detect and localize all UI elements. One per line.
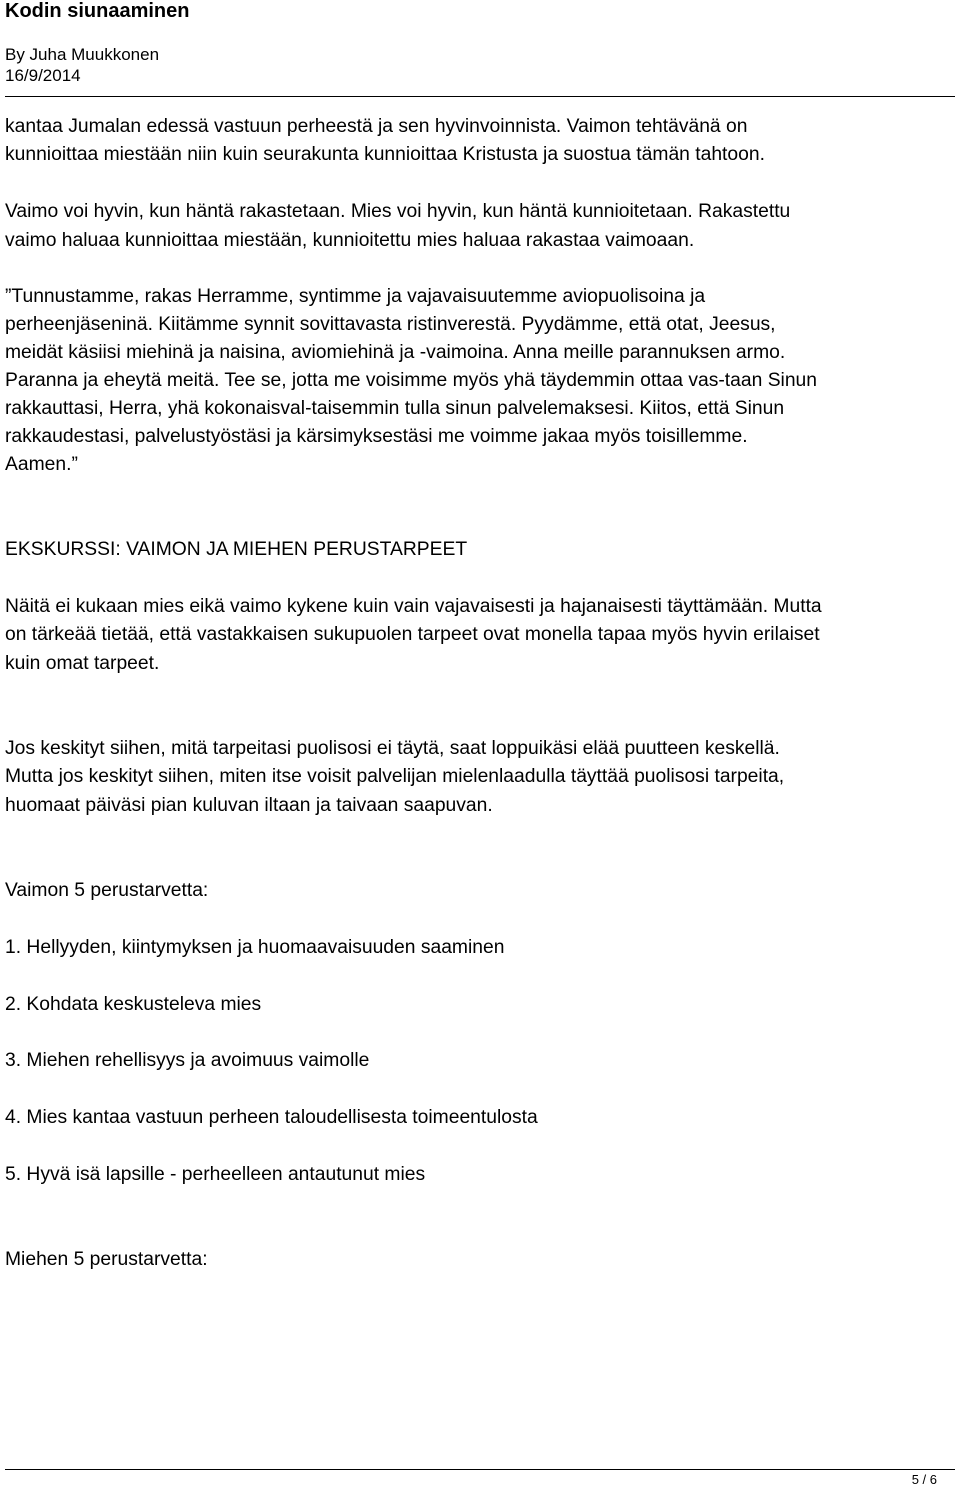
paragraph-line: kuin omat tarpeet. (5, 652, 160, 674)
paragraph-spacer (5, 1133, 955, 1161)
paragraph-line: vaimo haluaa kunnioittaa miestään, kunnioitettu mies haluaa rakastaa vaimoaan. (5, 229, 695, 251)
paragraph-spacer (5, 905, 955, 933)
publish-date: 16/9/2014 (5, 66, 81, 85)
paragraph-line: kunnioittaa miestään niin kuin seurakunta kunnioittaa Kristusta ja suostua tämän tahtoon. (5, 144, 765, 166)
header-divider (5, 96, 955, 97)
paragraph-spacer (5, 565, 955, 593)
paragraph-spacer (5, 962, 955, 990)
prayer-line: Aamen.” (5, 454, 78, 476)
paragraph-line: kantaa Jumalan edessä vastuun perheestä ja sen hyvinvoinnista. Vaimon tehtävänä on (5, 116, 748, 137)
paragraph-line: huomaat päiväsi pian kuluvan iltaan ja taivaan saapuvan. (5, 794, 493, 816)
paragraph-spacer (5, 849, 955, 877)
paragraph-line: Vaimo voi hyvin, kun häntä rakastetaan. Mies voi hyvin, kun häntä kunnioitetaan. Rakastettu (5, 201, 791, 223)
prayer-paragraph (5, 283, 955, 479)
paragraph-line: on tärkeää tietää, että vastakkaisen sukupuolen tarpeet ovat monella tapaa myös hyvin erilaiset (5, 624, 820, 646)
list-item: 2. Kohdata keskusteleva mies (5, 993, 262, 1015)
paragraph-spacer (5, 707, 955, 735)
list-title: Vaimon 5 perustarvetta: (5, 879, 209, 901)
document-body (5, 113, 955, 1275)
paragraph-spacer (5, 1019, 955, 1047)
list-item: 5. Hyvä isä lapsille - perheelleen antautunut mies (5, 1163, 426, 1185)
document-header (5, 0, 955, 86)
footer-divider (5, 1469, 955, 1470)
paragraph-spacer (5, 1218, 955, 1246)
section-heading: EKSKURSSI: VAIMON JA MIEHEN PERUSTARPEET (5, 539, 468, 561)
paragraph-line: Näitä ei kukaan mies eikä vaimo kykene kuin vain vajavaisesti ja hajanaisesti täyttämään. Mutta (5, 595, 822, 617)
paragraph-spacer (5, 1189, 955, 1217)
page-number: 5 / 6 (911, 1472, 937, 1487)
paragraph-line: Mutta jos keskityt siihen, miten itse voisit palvelijan mielenlaadulla täyttää puolisosi tarpeita, (5, 766, 785, 788)
list-item: 1. Hellyyden, kiintymyksen ja huomaavaisuuden saaminen (5, 936, 505, 958)
paragraph-spacer (5, 479, 955, 507)
prayer-line: rakkauttasi, Herra, yhä kokonaisval-taisemmin tulla sinun palvelemaksesi. Kiitos, että Sinun (5, 398, 785, 420)
paragraph-spacer (5, 678, 955, 706)
paragraph-line: Jos keskityt siihen, mitä tarpeitasi puolisosi ei täytä, saat loppuikäsi elää puutteen keskellä. (5, 737, 780, 759)
paragraph-spacer (5, 820, 955, 848)
paragraph-spacer (5, 508, 955, 536)
list-title: Miehen 5 perustarvetta: (5, 1249, 208, 1271)
list-item: 3. Miehen rehellisyys ja avoimuus vaimolle (5, 1050, 370, 1072)
paragraph-spacer (5, 170, 955, 198)
prayer-line: meidät käsiisi miehinä ja naisina, aviomiehinä ja -vaimoina. Anna meille parannuksen armo. (5, 342, 786, 364)
prayer-line: ”Tunnustamme, rakas Herramme, syntimme ja vajavaisuutemme aviopuolisoina ja (5, 286, 706, 308)
author-byline: By Juha Muukkonen (5, 45, 160, 64)
prayer-line: Paranna ja eheytä meitä. Tee se, jotta me voisimme myös yhä täydemmin ottaa vas-taan Sinun (5, 370, 818, 392)
list-item: 4. Mies kantaa vastuun perheen taloudellisesta toimeentulosta (5, 1107, 538, 1129)
prayer-line: perheenjäseninä. Kiitämme synnit sovittavasta ristinverestä. Pyydämme, että otat, Jeesus, (5, 314, 776, 336)
document-title: Kodin siunaaminen (5, 0, 190, 22)
prayer-line: rakkaudestasi, palvelustyöstäsi ja kärsimyksestäsi me voimme jakaa myös toisillemme. (5, 426, 748, 448)
paragraph-spacer (5, 1076, 955, 1104)
